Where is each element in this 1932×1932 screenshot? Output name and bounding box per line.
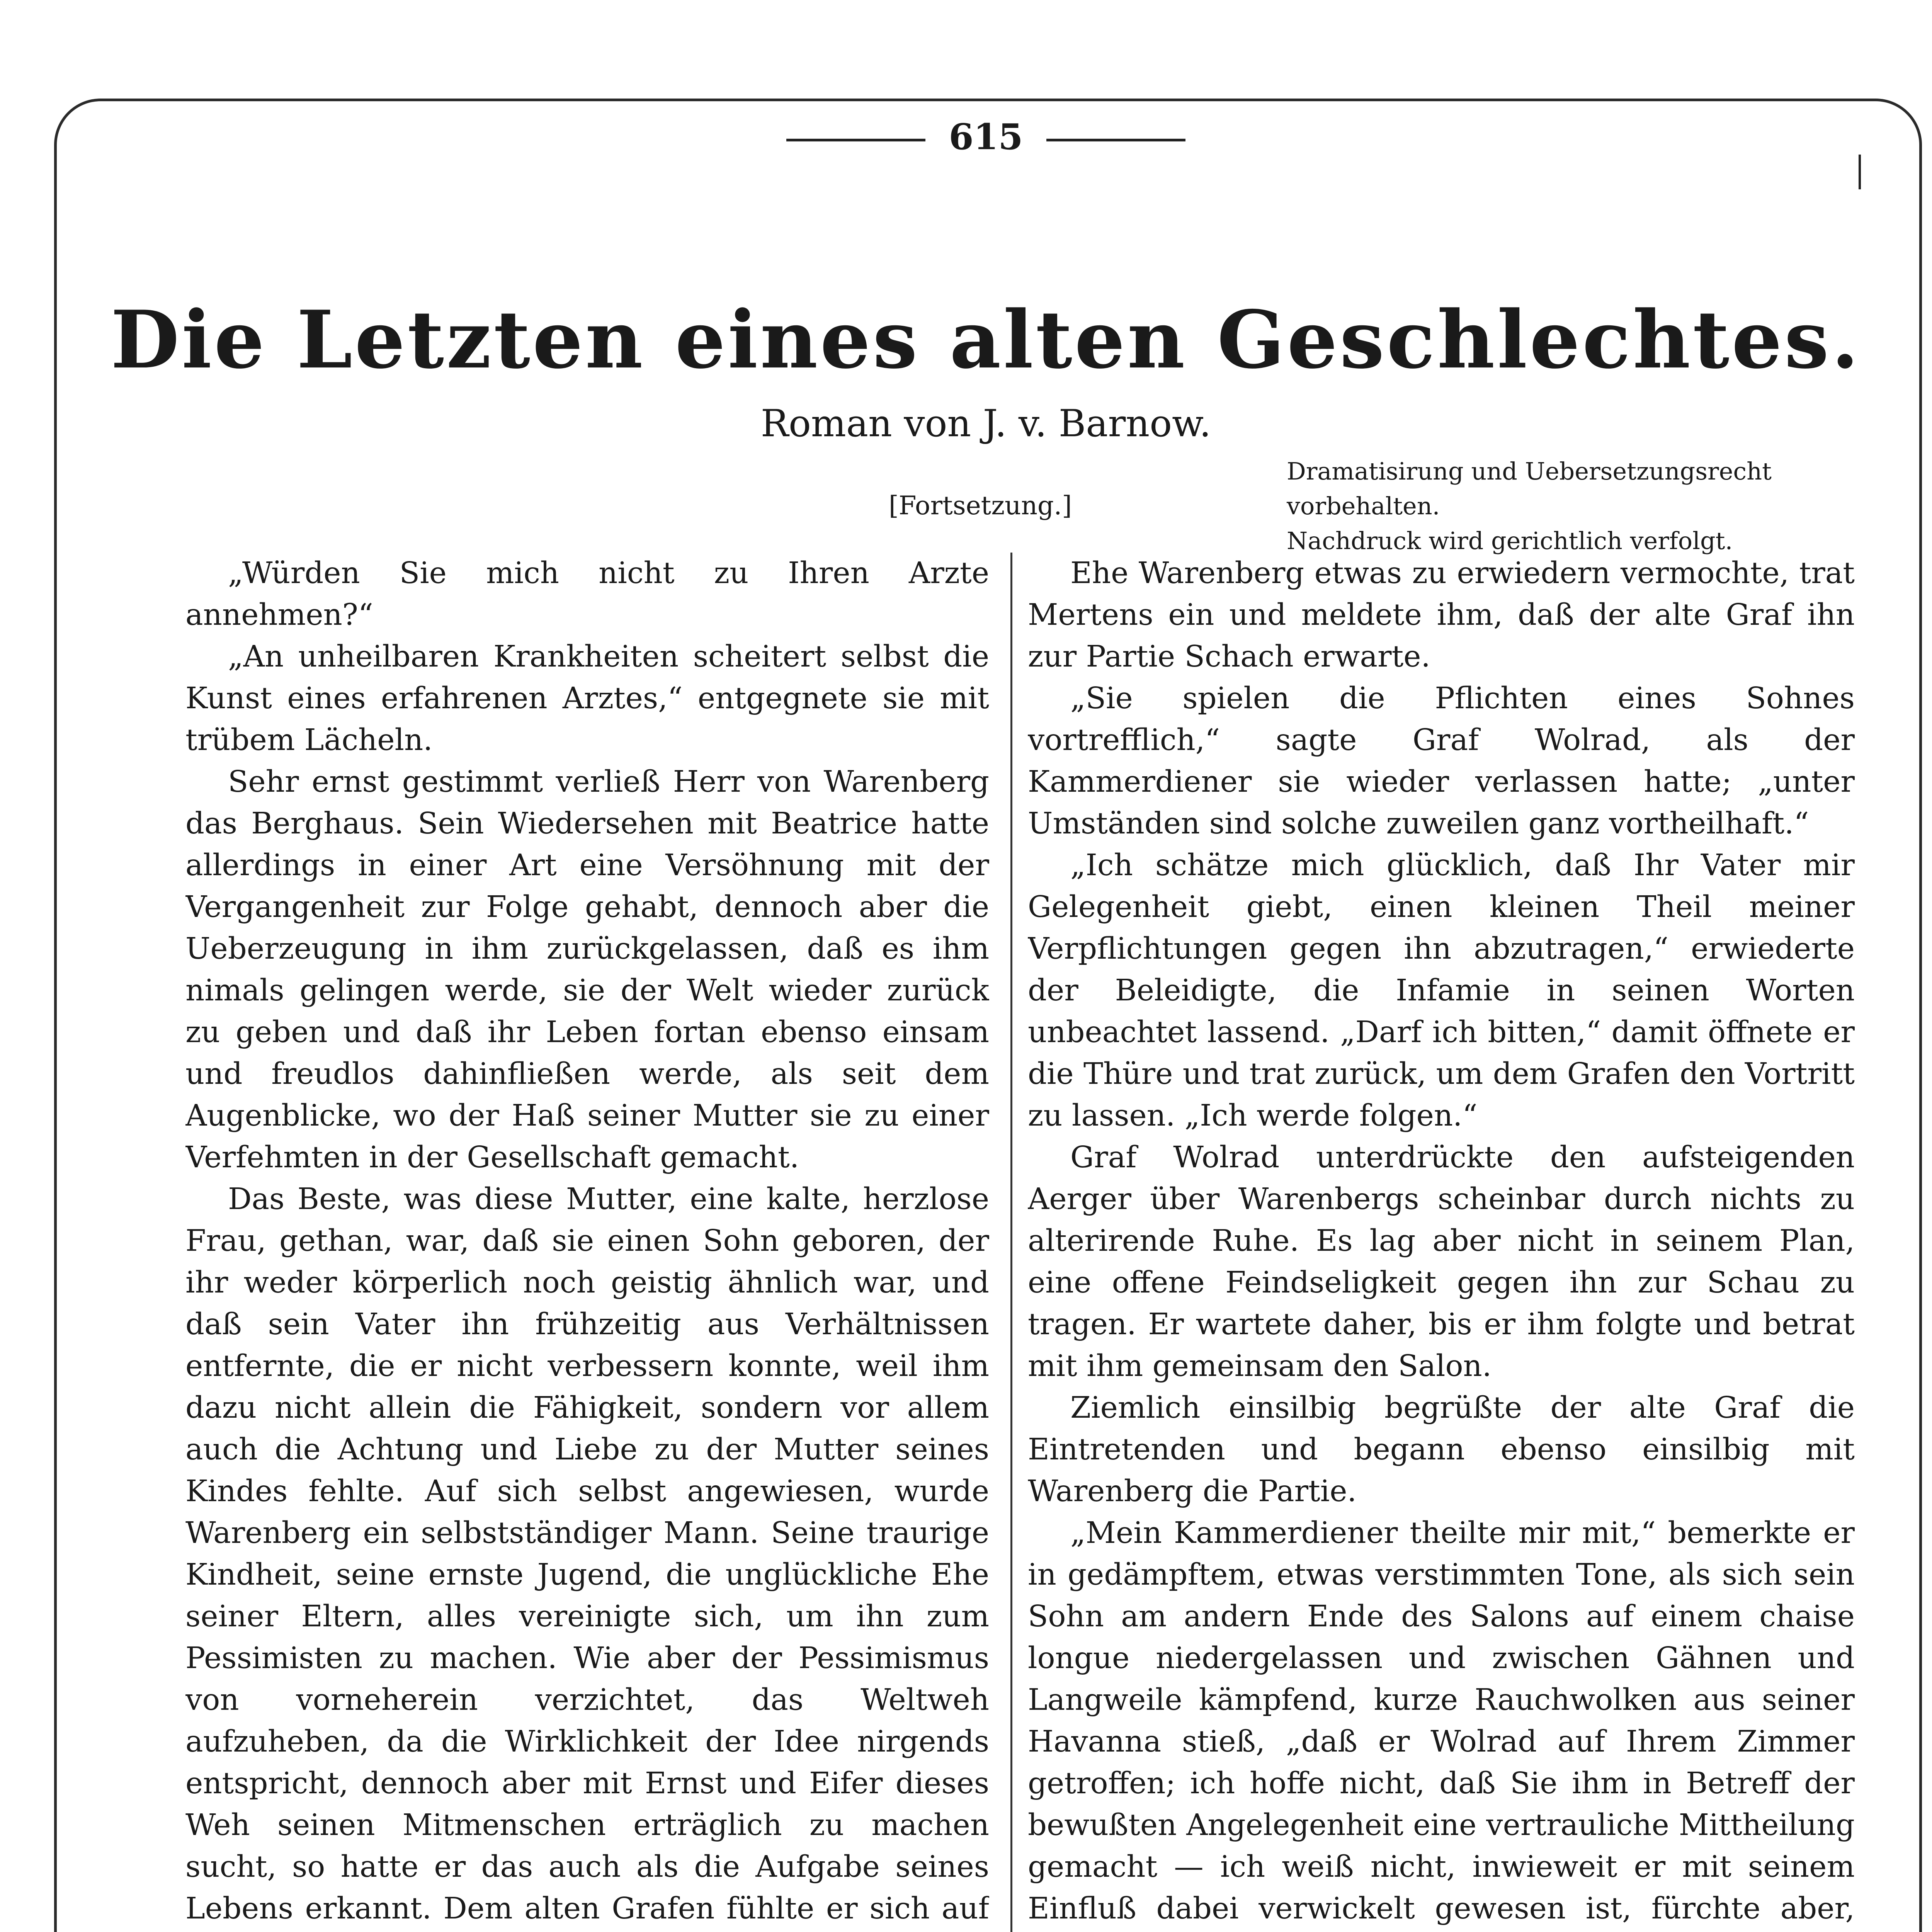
rights-line-1: Dramatisirung und Uebersetzungsrecht vorbehalten. — [1287, 457, 1772, 520]
paragraph: „Mein Kammerdiener theilte mir mit,“ bemerkte er in gedämpftem, etwas verstimmten Tone, als sich sein Sohn am andern Ende des Salons auf einem chaise longue niedergelassen und zwischen Gähnen und Langweile kämpfend, kurze Rauchwolken aus seiner Havanna stieß, „daß er Wolrad auf Ihrem Zimmer getroffen; ich hoffe nicht, daß Sie ihm in Betreff der bewußten Angelegenheit eine vertrauliche Mittheilung gemacht — ich weiß nicht, inwieweit er mit seinem Einfluß dabei verwickelt gewesen ist, fürchte aber, — [1028, 1516, 1855, 1926]
paragraph: „An unheilbaren Krankheiten scheitert selbst die Kunst eines erfahrenen Arztes,“ entgegnete sie mit trübem Lächeln. — [185, 639, 989, 757]
paragraph: „Würden Sie mich nicht zu Ihren Arzte annehmen?“ — [185, 556, 989, 632]
rights-notice — [1287, 454, 1878, 558]
paragraph: Ehe Warenberg etwas zu erwiedern vermochte, trat Mertens ein und meldete ihm, daß der alte Graf ihn zur Partie Schach erwarte. — [1028, 556, 1855, 674]
paragraph: „Sie spielen die Pflichten eines Sohnes vortrefflich,“ sagte Graf Wolrad, als der Kammerdiener sie wieder verlassen hatte; „unter Umständen sind solche zuweilen ganz vortheilhaft.“ — [1028, 681, 1855, 841]
continuation-note: [Fortsetzung.] — [889, 491, 1072, 520]
rule-left — [786, 139, 925, 141]
paragraph: Graf Wolrad unterdrückte den aufsteigenden Aerger über Warenbergs scheinbar durch nichts zu alterirende Ruhe. Es lag aber nicht in seinem Plan, eine offene Feindseligkeit gegen ihn zur Schau zu tragen. Er wartete daher, bis er ihm folgte und betrat mit ihm gemeinsam den Salon. — [1028, 1140, 1855, 1383]
page-number — [0, 116, 1932, 158]
right-column — [1028, 553, 1855, 1932]
paragraph: „Ich schätze mich glücklich, daß Ihr Vater mir Gelegenheit giebt, einen kleinen Theil meiner Verpflichtungen gegen ihn abzutragen,“ erwiederte der Beleidigte, die Infamie in seinen Worten unbeachtet lassend. „Darf ich bitten,“ damit öffnete er die Thüre und trat zurück, um dem Grafen den Vortritt zu lassen. „Ich werde folgen.“ — [1028, 848, 1855, 1133]
margin-mark — [1859, 155, 1861, 189]
rule-right — [1046, 139, 1185, 141]
page-number-text: 615 — [949, 116, 1023, 158]
column-divider — [1010, 553, 1012, 1932]
left-column — [185, 553, 989, 1932]
article-title: Die Letzten eines alten Geschlechtes. — [111, 294, 1861, 386]
paragraph: Sehr ernst gestimmt verließ Herr von Warenberg das Berghaus. Sein Wiedersehen mit Beatrice hatte allerdings in einer Art eine Versöhnung mit der Vergangenheit zur Folge gehabt, dennoch aber die Ueberzeugung in ihm zurückgelassen, daß es ihm nimals gelingen werde, sie der Welt wieder zurück zu geben und daß ihr Leben fortan ebenso einsam und freudlos dahinfließen werde, als seit dem Augenblicke, wo der Haß seiner Mutter sie zu einer Verfehmten in der Gesellschaft gemacht. — [185, 765, 989, 1175]
rights-line-2: Nachdruck wird gerichtlich verfolgt. — [1287, 527, 1733, 555]
article-subtitle: Roman von J. v. Barnow. — [760, 402, 1211, 445]
paragraph: Das Beste, was diese Mutter, eine kalte, herzlose Frau, gethan, war, daß sie einen Sohn geboren, der ihr weder körperlich noch geistig ähnlich war, und daß sein Vater ihn frühzeitig aus Verhältnissen entfernte, die er nicht verbessern konnte, weil ihm dazu nicht allein die Fähigkeit, sondern vor allem auch die Achtung und Liebe zu der Mutter seines Kindes fehlte. Auf sich selbst angewiesen, wurde Warenberg ein selbstständiger Mann. Seine traurige Kindheit, seine ernste Jugend, die unglückliche Ehe seiner Eltern, alles vereinigte sich, um ihn zum Pessimisten zu machen. Wie aber der Pessimismus von vorneherein verzichtet, das Weltweh aufzuheben, da die Wirklichkeit der Idee nirgends entspricht, dennoch aber mit Ernst und Eifer dieses Weh seinen Mitmenschen erträglich zu machen sucht, so hatte er das auch als die Aufgabe seines Lebens erkannt. Dem alten Grafen fühlte er sich auf — [185, 1182, 989, 1926]
paragraph: Ziemlich einsilbig begrüßte der alte Graf die Eintretenden und begann ebenso einsilbig mit Warenberg die Partie. — [1028, 1391, 1855, 1509]
